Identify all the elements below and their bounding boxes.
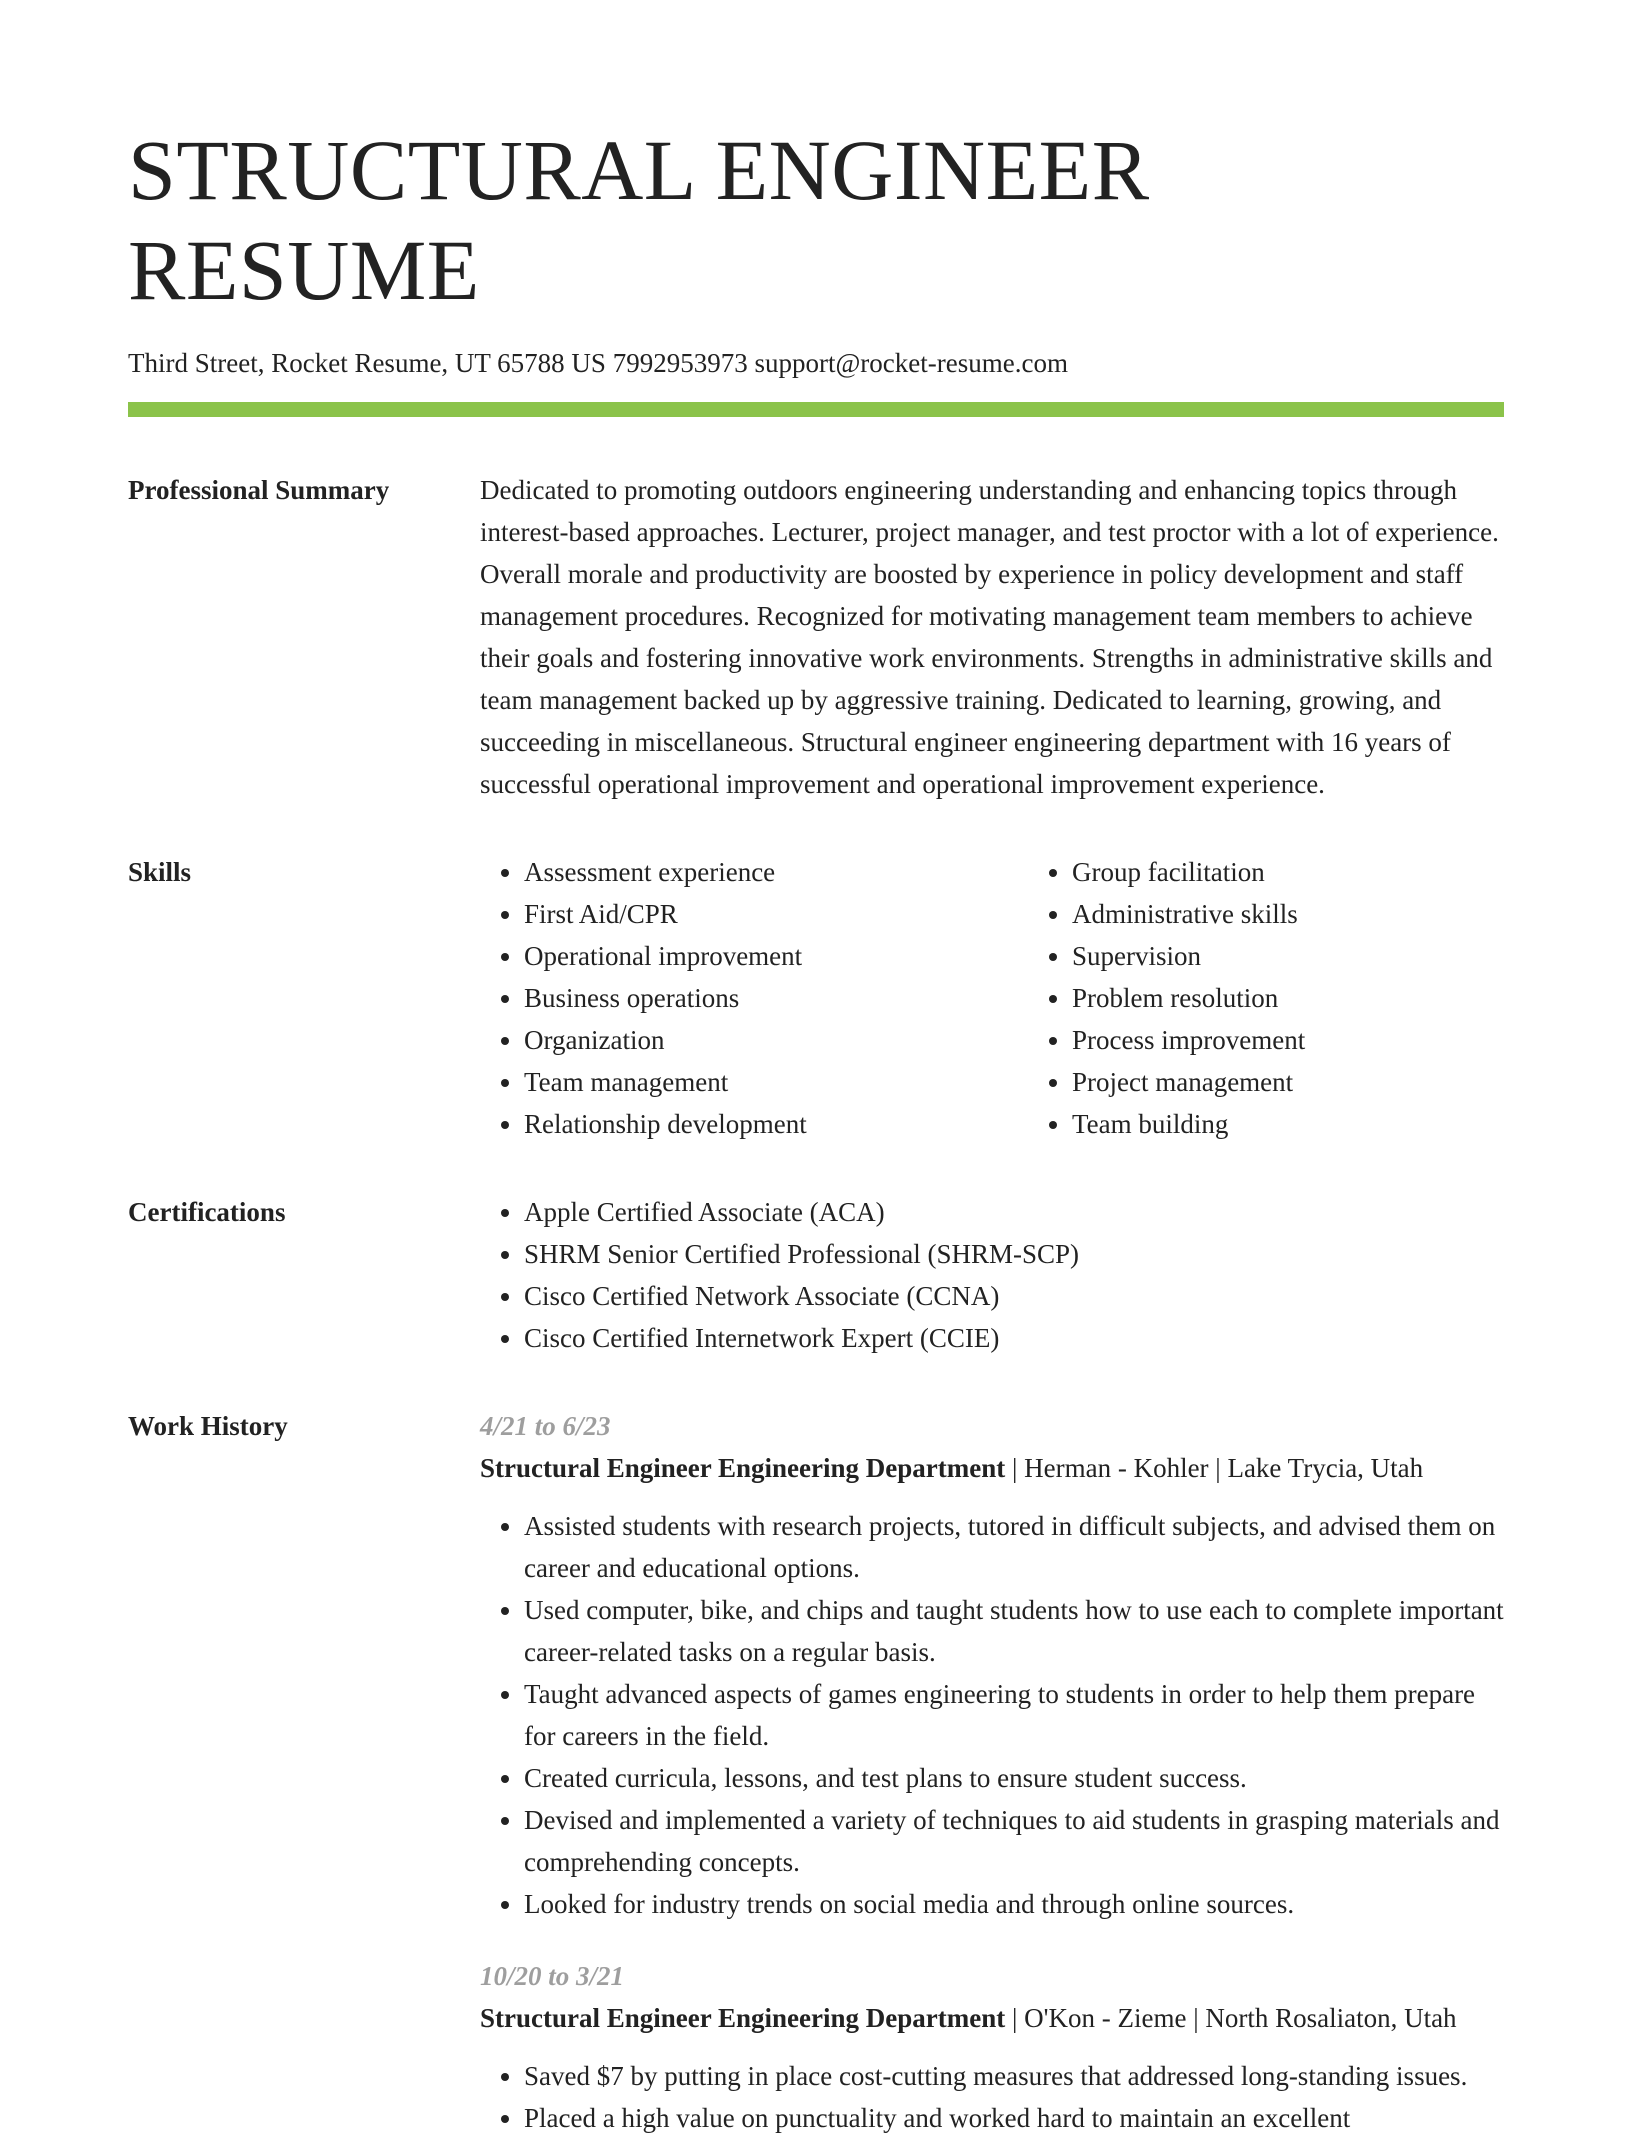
skill-item: • Business operations [524,977,1028,1019]
skill-item: • First Aid/CPR [524,893,1028,935]
summary-text: Dedicated to promoting outdoors engineering understanding and enhancing topics through interest-based approaches. Lecturer, project manager, and test proctor with a lot of experience. Overall morale and productivity are boosted by experience in policy development and staff management procedures. Recognized for motivating management team members to achieve their goals and fostering innovative work environments. Strengths in administrative skills and team management backed up by aggressive training. Dedicated to learning, growing, and succeeding in miscellaneous. Structural engineer engineering department with 16 years of successful operational improvement and operational improvement experience. [480,475,1499,799]
skill-item: • Administrative skills [1072,893,1576,935]
resume-title: STRUCTURAL ENGINEER RESUME [128,122,1150,318]
job-bullet: • Used computer, bike, and chips and taught students how to use each to complete important career-related tasks on a regular basis. [524,1589,1504,1673]
job-entry [480,1955,1504,2139]
certification-item: • Cisco Certified Internetwork Expert (CCIE) [524,1317,1504,1359]
skills-list-left [480,851,1028,1145]
job-bullet: • Taught advanced aspects of games engineering to students in order to help them prepare for careers in the field. [524,1673,1504,1757]
skill-item: • Team building [1072,1103,1576,1145]
job-dates: 10/20 to 3/21 [480,1961,625,1991]
skill-item: • Organization [524,1019,1028,1061]
job-entry [480,1405,1504,1925]
certifications-section [128,1191,1504,1359]
skill-item: • Project management [1072,1061,1576,1103]
certifications-list [480,1191,1504,1359]
skills-list-right [1028,851,1576,1145]
work-history-heading: Work History [128,1411,288,1441]
summary-section [128,469,1504,805]
contact-line: Third Street, Rocket Resume, UT 65788 US 7992953973 support@rocket-resume.com [128,348,1068,378]
skill-item: • Team management [524,1061,1028,1103]
job-bullets [480,2055,1504,2139]
job-bullet: • Saved $7 by putting in place cost-cutting measures that addressed long-standing issues. [524,2055,1504,2097]
accent-divider [128,402,1504,417]
certification-item: • Apple Certified Associate (ACA) [524,1191,1504,1233]
skills-section [128,851,1504,1145]
skill-item: • Process improvement [1072,1019,1576,1061]
skill-item: • Group facilitation [1072,851,1576,893]
certifications-heading: Certifications [128,1197,286,1227]
job-bullet: • Assisted students with research projects, tutored in difficult subjects, and advised them on career and educational options. [524,1505,1504,1589]
summary-heading: Professional Summary [128,475,390,505]
job-details: | O'Kon - Zieme | North Rosaliaton, Utah [1005,2003,1457,2033]
skill-item: • Problem resolution [1072,977,1576,1019]
work-history-section [128,1405,1504,2153]
job-role: Structural Engineer Engineering Department [480,2003,1006,2033]
job-bullet: • Created curricula, lessons, and test plans to ensure student success. [524,1757,1504,1799]
job-bullet: • Looked for industry trends on social media and through online sources. [524,1883,1504,1925]
certification-item: • Cisco Certified Network Associate (CCNA) [524,1275,1504,1317]
job-title-line [480,1997,1504,2039]
skill-item: • Operational improvement [524,935,1028,977]
skill-item: • Supervision [1072,935,1576,977]
job-title-line [480,1447,1504,1489]
skills-heading: Skills [128,857,192,887]
job-bullet: • Placed a high value on punctuality and worked hard to maintain an excellent [524,2097,1504,2139]
skill-item: • Relationship development [524,1103,1028,1145]
job-dates: 4/21 to 6/23 [480,1411,611,1441]
certification-item: • SHRM Senior Certified Professional (SHRM-SCP) [524,1233,1504,1275]
skill-item: • Assessment experience [524,851,1028,893]
resume-page [128,120,1504,2153]
job-role: Structural Engineer Engineering Department [480,1453,1006,1483]
job-bullets [480,1505,1504,1925]
job-bullet: • Devised and implemented a variety of techniques to aid students in grasping materials and comprehending concepts. [524,1799,1504,1883]
job-details: | Herman - Kohler | Lake Trycia, Utah [1005,1453,1424,1483]
